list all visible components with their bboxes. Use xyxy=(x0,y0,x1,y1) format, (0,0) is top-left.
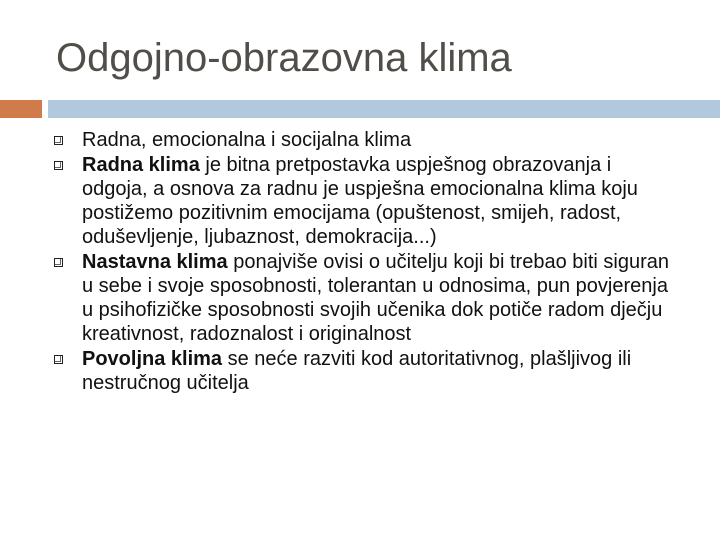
bullet-text: se neće razviti kod autoritativnog, plašljivog ili nestručnog učitelja xyxy=(82,348,632,394)
bullet-list xyxy=(52,128,682,396)
square-bullet-icon xyxy=(54,136,63,145)
bullet-term: Nastavna klima xyxy=(82,251,228,273)
bullet-item xyxy=(52,347,682,395)
bullet-text: ponajviše ovisi o učitelju koji bi trebao biti siguran u sebe i svoje sposobnosti, tolerantan u odnosima, pun povjerenja u psihofizičke sposobnosti svojih učenika dok potiče radom dječju kreativnost, radoznalost i originalnost xyxy=(82,251,669,345)
bullet-item xyxy=(52,128,682,152)
bullet-term: Radna klima xyxy=(82,154,200,176)
bullet-item xyxy=(52,250,682,346)
bullet-item xyxy=(52,153,682,249)
slide-title: Odgojno-obrazovna klima xyxy=(56,36,512,80)
square-bullet-icon xyxy=(54,355,63,364)
bullet-text: je bitna pretpostavka uspješnog obrazovanja i odgoja, a osnova za radnu je uspješna emocionalna klima koju postižemo pozitivnim emocijama (opuštenost, smijeh, radost, oduševljenje, ljubaznost, demokracija...) xyxy=(82,154,638,248)
bullet-term: Povoljna klima xyxy=(82,348,223,370)
square-bullet-icon xyxy=(54,161,63,170)
title-divider-bar xyxy=(48,100,720,118)
square-bullet-icon xyxy=(54,258,63,267)
bullet-text: Radna, emocionalna i socijalna klima xyxy=(82,129,412,151)
title-accent-bar xyxy=(0,100,42,118)
